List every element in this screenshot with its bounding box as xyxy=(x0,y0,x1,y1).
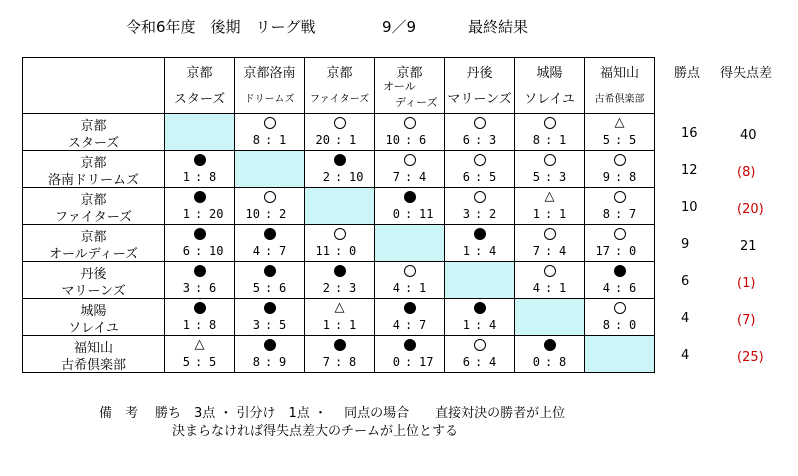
row-team-line2: ファイターズ xyxy=(54,210,133,225)
row-team-line1: 京都 xyxy=(80,193,107,208)
score-home: 3 xyxy=(182,281,190,295)
match-cell xyxy=(375,151,445,188)
score-separator: : xyxy=(265,133,273,147)
match-cell xyxy=(305,336,375,373)
team-goal-diff: (8) xyxy=(737,165,756,180)
score-home: 2 xyxy=(322,170,330,184)
match-cell xyxy=(445,225,515,262)
score-separator: : xyxy=(475,244,483,258)
col-team-line2: ファイターズ xyxy=(309,94,370,105)
team-goal-diff: (25) xyxy=(737,350,764,365)
self-match-cell xyxy=(165,114,235,151)
score-away: 3 xyxy=(489,133,497,147)
score-home: 8 xyxy=(252,355,260,369)
match-cell xyxy=(445,336,515,373)
title-result: 最終結果 xyxy=(468,18,529,36)
col-team-line1: 城陽 xyxy=(536,66,563,81)
score-separator: : xyxy=(335,318,343,332)
score-separator: : xyxy=(615,170,623,184)
column-header-team xyxy=(445,58,515,114)
score-away: 9 xyxy=(279,355,287,369)
score-separator: : xyxy=(405,133,413,147)
col-team-line1: 京都 xyxy=(396,66,423,81)
notes-line1: 勝ち 3点 ・ 引分け 1点 ・ 同点の場合 直接対決の勝者が上位 xyxy=(155,406,566,421)
title-main: 令和6年度 後期 リーグ戦 xyxy=(126,18,316,36)
row-header-team xyxy=(23,114,165,151)
win-icon xyxy=(404,154,416,166)
score-home: 0 xyxy=(392,355,400,369)
match-cell xyxy=(305,225,375,262)
score-away: 8 xyxy=(209,170,217,184)
score-away: 20 xyxy=(209,207,224,221)
score-home: 3 xyxy=(252,318,260,332)
match-cell xyxy=(165,188,235,225)
team-goal-diff: (7) xyxy=(737,313,756,328)
team-points: 6 xyxy=(681,274,690,289)
match-cell xyxy=(235,262,305,299)
win-icon xyxy=(334,117,346,129)
score-separator: : xyxy=(475,207,483,221)
row-team-line2: オールディーズ xyxy=(48,247,139,262)
score-away: 2 xyxy=(489,207,497,221)
score-away: 1 xyxy=(419,281,427,295)
loss-icon xyxy=(544,339,556,351)
team-goal-diff: (1) xyxy=(737,276,756,291)
score-separator: : xyxy=(475,318,483,332)
score-home: 2 xyxy=(322,281,330,295)
score-separator: : xyxy=(335,133,343,147)
match-cell xyxy=(165,336,235,373)
score-away: 3 xyxy=(349,281,357,295)
score-away: 7 xyxy=(629,207,637,221)
match-cell xyxy=(305,151,375,188)
win-icon xyxy=(614,302,626,314)
score-home: 1 xyxy=(182,170,190,184)
match-cell xyxy=(515,188,585,225)
match-cell xyxy=(375,188,445,225)
score-separator: : xyxy=(475,355,483,369)
loss-icon xyxy=(194,265,206,277)
self-match-cell xyxy=(515,299,585,336)
draw-icon: △ xyxy=(614,115,625,130)
league-table xyxy=(22,57,655,373)
score-home: 20 xyxy=(315,133,330,147)
win-icon xyxy=(614,228,626,240)
score-separator: : xyxy=(195,281,203,295)
row-team-line1: 福知山 xyxy=(73,341,113,356)
col-team-line2: ソレイユ xyxy=(524,92,575,107)
score-home: 9 xyxy=(602,170,610,184)
row-header-team xyxy=(23,151,165,188)
score-home: 1 xyxy=(182,207,190,221)
score-home: 5 xyxy=(602,133,610,147)
match-cell xyxy=(305,114,375,151)
win-icon xyxy=(544,265,556,277)
score-separator: : xyxy=(405,170,413,184)
win-icon xyxy=(474,154,486,166)
match-cell xyxy=(375,299,445,336)
score-separator: : xyxy=(195,207,203,221)
row-team-line1: 京都 xyxy=(80,156,107,171)
score-separator: : xyxy=(335,170,343,184)
column-header-team xyxy=(305,58,375,114)
score-away: 8 xyxy=(629,170,637,184)
score-home: 1 xyxy=(532,207,540,221)
match-cell xyxy=(445,299,515,336)
score-separator: : xyxy=(545,355,553,369)
score-home: 4 xyxy=(532,281,540,295)
team-points: 16 xyxy=(681,126,698,141)
score-home: 10 xyxy=(245,207,260,221)
draw-icon: △ xyxy=(334,300,345,315)
col-team-line1: 京都洛南 xyxy=(243,66,296,81)
score-home: 8 xyxy=(602,207,610,221)
score-separator: : xyxy=(405,281,413,295)
score-home: 5 xyxy=(252,281,260,295)
loss-icon xyxy=(334,265,346,277)
row-team-line2: 古希倶楽部 xyxy=(60,358,126,373)
table-row xyxy=(23,114,655,151)
score-home: 7 xyxy=(322,355,330,369)
win-icon xyxy=(544,117,556,129)
team-points: 4 xyxy=(681,311,690,326)
score-separator: : xyxy=(265,281,273,295)
match-cell xyxy=(445,114,515,151)
loss-icon xyxy=(404,191,416,203)
table-row xyxy=(23,151,655,188)
row-team-line2: ソレイユ xyxy=(68,321,119,336)
score-separator: : xyxy=(615,244,623,258)
score-away: 0 xyxy=(629,318,637,332)
self-match-cell xyxy=(445,262,515,299)
score-away: 6 xyxy=(279,281,287,295)
win-icon xyxy=(334,228,346,240)
score-home: 8 xyxy=(532,133,540,147)
score-separator: : xyxy=(195,170,203,184)
loss-icon xyxy=(194,228,206,240)
column-header-team xyxy=(165,58,235,114)
score-away: 6 xyxy=(209,281,217,295)
draw-icon: △ xyxy=(544,189,555,204)
match-cell xyxy=(375,336,445,373)
col-team-line1: 京都 xyxy=(186,66,213,81)
score-away: 5 xyxy=(629,133,637,147)
match-cell xyxy=(235,225,305,262)
match-cell xyxy=(165,299,235,336)
row-header-team xyxy=(23,262,165,299)
team-points: 4 xyxy=(681,348,690,363)
col-team-line2: ドリームズ xyxy=(244,94,295,105)
score-away: 0 xyxy=(629,244,637,258)
score-home: 3 xyxy=(462,207,470,221)
score-separator: : xyxy=(475,133,483,147)
table-row xyxy=(23,299,655,336)
win-icon xyxy=(544,228,556,240)
score-home: 10 xyxy=(385,133,400,147)
row-team-line2: スターズ xyxy=(67,136,120,151)
score-home: 8 xyxy=(252,133,260,147)
col-team-line3: ディーズ xyxy=(395,96,438,109)
column-header-team xyxy=(375,58,445,114)
title-date: 9／9 xyxy=(382,18,417,36)
score-away: 4 xyxy=(559,244,567,258)
score-away: 8 xyxy=(349,355,357,369)
score-separator: : xyxy=(335,355,343,369)
loss-icon xyxy=(334,339,346,351)
score-away: 2 xyxy=(279,207,287,221)
match-cell xyxy=(165,262,235,299)
match-cell xyxy=(515,114,585,151)
self-match-cell xyxy=(585,336,655,373)
team-points: 10 xyxy=(681,200,698,215)
score-home: 0 xyxy=(532,355,540,369)
loss-icon xyxy=(264,228,276,240)
loss-icon xyxy=(264,339,276,351)
loss-icon xyxy=(474,302,486,314)
match-cell xyxy=(515,336,585,373)
score-home: 4 xyxy=(392,318,400,332)
score-separator: : xyxy=(615,133,623,147)
row-team-line2: 洛南ドリームズ xyxy=(47,173,139,188)
self-match-cell xyxy=(235,151,305,188)
col-team-line1: 福知山 xyxy=(599,66,639,81)
win-icon xyxy=(474,339,486,351)
score-away: 1 xyxy=(559,133,567,147)
score-separator: : xyxy=(265,318,273,332)
score-away: 4 xyxy=(489,318,497,332)
score-separator: : xyxy=(335,281,343,295)
score-home: 4 xyxy=(252,244,260,258)
column-header-team xyxy=(235,58,305,114)
score-separator: : xyxy=(545,244,553,258)
win-icon xyxy=(474,117,486,129)
score-home: 1 xyxy=(182,318,190,332)
score-home: 8 xyxy=(602,318,610,332)
match-cell xyxy=(445,188,515,225)
win-icon xyxy=(614,154,626,166)
score-away: 6 xyxy=(629,281,637,295)
self-match-cell xyxy=(375,225,445,262)
row-team-line1: 京都 xyxy=(80,230,107,245)
table-row xyxy=(23,262,655,299)
score-separator: : xyxy=(475,170,483,184)
loss-icon xyxy=(194,154,206,166)
score-home: 6 xyxy=(462,355,470,369)
score-home: 17 xyxy=(595,244,610,258)
loss-icon xyxy=(614,265,626,277)
score-separator: : xyxy=(265,207,273,221)
match-cell xyxy=(585,299,655,336)
win-icon xyxy=(404,265,416,277)
match-cell xyxy=(235,336,305,373)
score-separator: : xyxy=(265,244,273,258)
self-match-cell xyxy=(305,188,375,225)
score-away: 7 xyxy=(279,244,287,258)
team-points: 9 xyxy=(681,237,690,252)
score-away: 11 xyxy=(419,207,434,221)
score-separator: : xyxy=(545,170,553,184)
notes-line2: 決まらなければ得失点差大のチームが上位とする xyxy=(172,424,459,439)
match-cell xyxy=(375,114,445,151)
score-separator: : xyxy=(545,133,553,147)
score-home: 0 xyxy=(392,207,400,221)
score-separator: : xyxy=(545,207,553,221)
score-home: 6 xyxy=(462,133,470,147)
score-separator: : xyxy=(615,318,623,332)
loss-icon xyxy=(194,302,206,314)
score-away: 10 xyxy=(209,244,224,258)
col-team-line1: 丹後 xyxy=(466,66,493,81)
score-home: 1 xyxy=(462,244,470,258)
score-home: 5 xyxy=(182,355,190,369)
diff-header: 得失点差 xyxy=(720,66,773,81)
match-cell xyxy=(515,225,585,262)
row-team-line1: 城陽 xyxy=(80,304,107,319)
row-header-team xyxy=(23,188,165,225)
team-goal-diff: 40 xyxy=(740,128,757,143)
score-away: 1 xyxy=(349,133,357,147)
score-separator: : xyxy=(335,244,343,258)
col-team-line2: マリーンズ xyxy=(447,92,512,107)
points-header: 勝点 xyxy=(674,66,701,81)
loss-icon xyxy=(404,339,416,351)
match-cell xyxy=(585,114,655,151)
loss-icon xyxy=(334,154,346,166)
score-separator: : xyxy=(405,318,413,332)
match-cell xyxy=(515,262,585,299)
team-points: 12 xyxy=(681,163,698,178)
score-separator: : xyxy=(195,355,203,369)
win-icon xyxy=(614,191,626,203)
loss-icon xyxy=(264,302,276,314)
score-away: 6 xyxy=(419,133,427,147)
score-away: 4 xyxy=(419,170,427,184)
score-away: 1 xyxy=(559,207,567,221)
match-cell xyxy=(585,262,655,299)
corner-cell xyxy=(23,58,165,114)
match-cell xyxy=(445,151,515,188)
match-cell xyxy=(375,262,445,299)
score-home: 7 xyxy=(392,170,400,184)
score-separator: : xyxy=(545,281,553,295)
score-away: 5 xyxy=(279,318,287,332)
score-away: 8 xyxy=(209,318,217,332)
score-home: 1 xyxy=(462,318,470,332)
column-header-team xyxy=(515,58,585,114)
row-team-line1: 京都 xyxy=(80,119,107,134)
row-header-team xyxy=(23,225,165,262)
score-home: 11 xyxy=(315,244,330,258)
score-away: 1 xyxy=(279,133,287,147)
score-home: 5 xyxy=(532,170,540,184)
score-away: 10 xyxy=(349,170,364,184)
score-away: 4 xyxy=(489,244,497,258)
score-separator: : xyxy=(615,207,623,221)
match-cell xyxy=(165,151,235,188)
score-away: 17 xyxy=(419,355,434,369)
score-separator: : xyxy=(195,318,203,332)
row-header-team xyxy=(23,299,165,336)
draw-icon: △ xyxy=(194,337,205,352)
match-cell xyxy=(585,151,655,188)
notes-label: 備 考 xyxy=(99,406,139,421)
loss-icon xyxy=(474,228,486,240)
match-cell xyxy=(165,225,235,262)
table-row xyxy=(23,336,655,373)
match-cell xyxy=(585,225,655,262)
score-home: 6 xyxy=(462,170,470,184)
match-cell xyxy=(235,188,305,225)
row-team-line1: 丹後 xyxy=(80,267,107,282)
win-icon xyxy=(404,117,416,129)
col-team-line2: オール xyxy=(383,80,416,93)
table-row xyxy=(23,225,655,262)
score-away: 5 xyxy=(209,355,217,369)
loss-icon xyxy=(264,265,276,277)
score-home: 4 xyxy=(392,281,400,295)
score-separator: : xyxy=(195,244,203,258)
score-away: 4 xyxy=(489,355,497,369)
score-away: 7 xyxy=(419,318,427,332)
match-cell xyxy=(235,114,305,151)
row-header-team xyxy=(23,336,165,373)
row-team-line2: マリーンズ xyxy=(61,284,126,299)
score-separator: : xyxy=(265,355,273,369)
score-home: 6 xyxy=(182,244,190,258)
match-cell xyxy=(515,151,585,188)
match-cell xyxy=(585,188,655,225)
column-header-team xyxy=(585,58,655,114)
match-cell xyxy=(235,299,305,336)
match-cell xyxy=(305,262,375,299)
col-team-line1: 京都 xyxy=(326,66,353,81)
score-away: 5 xyxy=(489,170,497,184)
score-away: 3 xyxy=(559,170,567,184)
col-team-line2: 古希倶楽部 xyxy=(594,94,645,105)
score-away: 1 xyxy=(559,281,567,295)
score-separator: : xyxy=(405,355,413,369)
col-team-line2: スターズ xyxy=(173,92,226,107)
win-icon xyxy=(474,191,486,203)
score-away: 1 xyxy=(349,318,357,332)
win-icon xyxy=(264,117,276,129)
loss-icon xyxy=(404,302,416,314)
score-home: 4 xyxy=(602,281,610,295)
score-home: 7 xyxy=(532,244,540,258)
loss-icon xyxy=(194,191,206,203)
win-icon xyxy=(544,154,556,166)
score-separator: : xyxy=(405,207,413,221)
win-icon xyxy=(264,191,276,203)
score-away: 0 xyxy=(349,244,357,258)
score-home: 1 xyxy=(322,318,330,332)
table-row xyxy=(23,188,655,225)
score-separator: : xyxy=(615,281,623,295)
match-cell xyxy=(305,299,375,336)
team-goal-diff: (20) xyxy=(737,202,764,217)
score-away: 8 xyxy=(559,355,567,369)
team-goal-diff: 21 xyxy=(740,239,757,254)
